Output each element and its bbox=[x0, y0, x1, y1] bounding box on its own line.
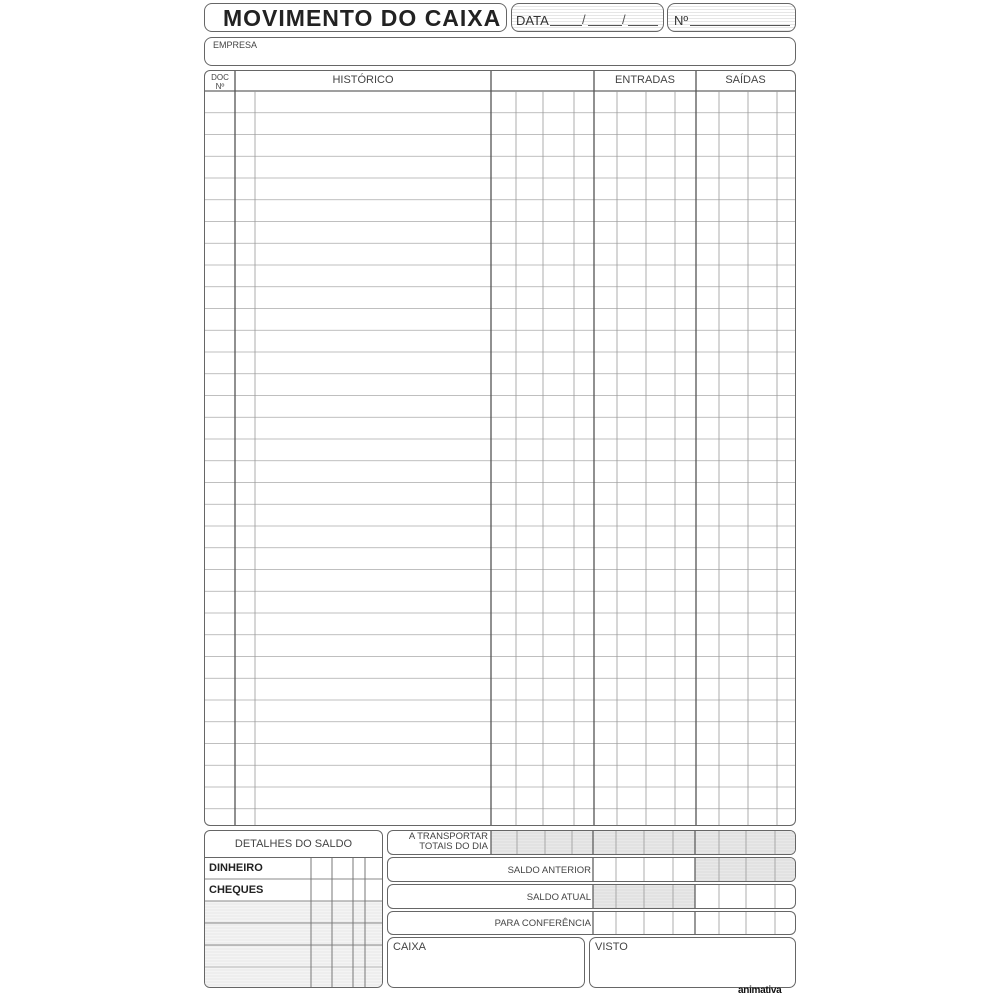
caixa-signature-box[interactable] bbox=[387, 937, 585, 988]
date-year-line bbox=[628, 25, 658, 26]
doc-header-line2: Nº bbox=[215, 82, 225, 91]
title-box bbox=[204, 3, 507, 32]
ledger-table[interactable] bbox=[204, 70, 796, 826]
entradas-header: ENTRADAS bbox=[615, 74, 675, 86]
visto-label: VISTO bbox=[595, 941, 628, 953]
saldo-anterior-row[interactable] bbox=[387, 857, 796, 882]
dinheiro-label: DINHEIRO bbox=[209, 862, 263, 874]
ledger-grid bbox=[205, 71, 796, 826]
empresa-label: EMPRESA bbox=[213, 40, 258, 50]
shaded-cells bbox=[491, 831, 796, 855]
number-label: Nº bbox=[674, 13, 689, 28]
doc-header bbox=[205, 73, 235, 91]
para-conferencia-row[interactable] bbox=[387, 911, 796, 935]
totais-dia-label: TOTAIS DO DIA bbox=[419, 841, 488, 852]
detalhes-title: DETALHES DO SALDO bbox=[205, 831, 382, 858]
cheques-label: CHEQUES bbox=[209, 884, 264, 896]
shaded-cells bbox=[695, 858, 796, 882]
totais-row[interactable] bbox=[387, 830, 796, 855]
form-title: MOVIMENTO DO CAIXA bbox=[223, 5, 502, 31]
number-field[interactable] bbox=[667, 3, 796, 32]
detalhes-saldo-box[interactable] bbox=[204, 830, 383, 988]
saldo-anterior-label: SALDO ANTERIOR bbox=[507, 865, 591, 876]
visto-signature-box[interactable] bbox=[589, 937, 796, 988]
date-label: DATA bbox=[516, 13, 549, 28]
date-field[interactable] bbox=[511, 3, 664, 32]
caixa-label: CAIXA bbox=[393, 941, 427, 953]
date-day-line bbox=[550, 25, 582, 26]
saidas-header: SAÍDAS bbox=[725, 74, 766, 86]
date-slash-1: / bbox=[582, 12, 586, 27]
historico-header: HISTÓRICO bbox=[332, 74, 394, 86]
totais-label bbox=[388, 832, 488, 852]
brand-logo: animativa bbox=[738, 985, 782, 996]
date-slash-2: / bbox=[622, 12, 626, 27]
empresa-field[interactable] bbox=[204, 37, 796, 66]
saldo-atual-row[interactable] bbox=[387, 884, 796, 909]
saldo-atual-label: SALDO ATUAL bbox=[526, 892, 591, 903]
para-conferencia-label: PARA CONFERÊNCIA bbox=[494, 918, 591, 929]
doc-header-line1: DOC bbox=[211, 73, 229, 82]
transportar-label: A TRANSPORTAR bbox=[408, 831, 488, 842]
number-line bbox=[690, 25, 790, 26]
date-month-line bbox=[588, 25, 622, 26]
